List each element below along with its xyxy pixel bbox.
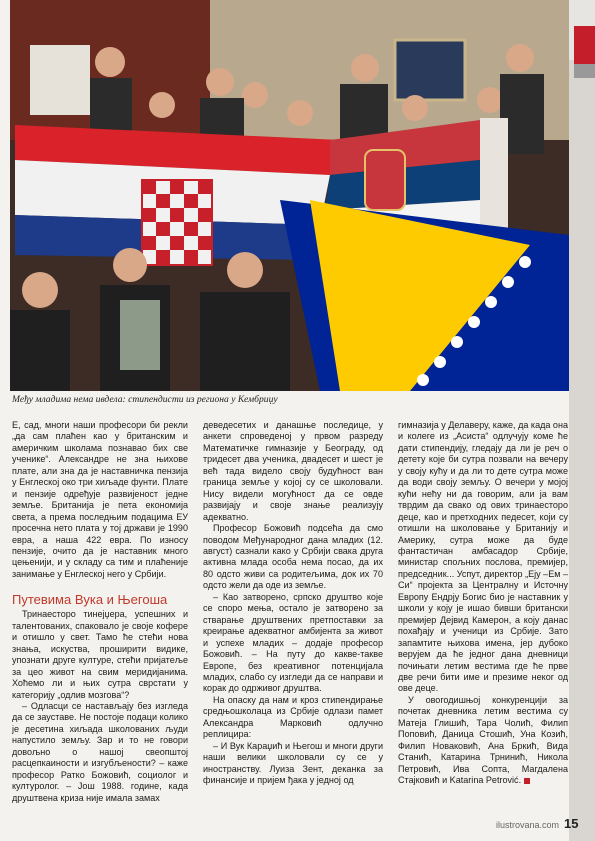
photo-illustration bbox=[10, 0, 569, 391]
paragraph: Е, сад, многи наши професори би рекли „да сам плаћен као у британским и америчким школама познавао бих све ученике“. Александре не зна њихове плате, али зна да је наставничка пензија у Енглеској око три хиљаде фунти. Плате и пензије одређује развијеност једне земље. Британија је пета економија света, а према последњим подацима ЕУ просечна нето плата у тој држави је 1990 евра, а наша 422 евра. По износу пензије, очито да је наставник много цењенији, и у складу са тим и плаћеније занимање у Енглеској него у Србији. bbox=[12, 420, 188, 579]
paragraph: – Одласци се настављају без изгледа да се зауставе. Не постоје подаци колико је десетина хиљада школованих људи напустило земљу. Зар и то не говори довољно о нашој свеопштој расцепкаиности и изгубљености? – каже професор Ратко Божовић, социолог и културолог. – Још 1988. године, када друштвена криза није имала замах bbox=[12, 700, 188, 803]
article-column-1 bbox=[12, 420, 188, 804]
article-column-2 bbox=[203, 420, 383, 787]
section-tab-marker bbox=[574, 26, 595, 64]
section-tab-shadow bbox=[574, 64, 595, 78]
footer-site-url: ilustrovana.com bbox=[496, 820, 560, 830]
end-of-article-mark bbox=[524, 778, 530, 784]
paragraph: деведесетих и данашње последице, у анкети спроведеној у првом разреду Математичке гимназије у Београду, од тридесет два ученика, двадесет и шест је већ тада видело своју будућност ван граница земље у којој су се школовали. Нису видели могућност да се овде развијају и своје знање реализују адекватно. bbox=[203, 420, 383, 522]
page-edge-band bbox=[569, 0, 595, 841]
paragraph: гимназија у Делаверу, каже, да када она и колеге из „Асиста“ одлучују коме ће дати стипендију, гледају да ли је реч о детету које би сутра позвали на вечеру у своју кућу и да ли то дете сутра може да води своју земљу. О вечери у мојој кући нећу ни да говорим, али ја вам тврдим да свако од ових тринаесторо деце, као и претходних педесет, који су отишли на школовање у Британију и Америку, сутра може да буде фантастичан амбасадор Србије, министар спољних послова, премијер, председник... Успут, директор „Еју –Ем –Си“ пројекта за Централну и Источну Европу Ендрју Богис био је наставник у школи у коју је ишао бивши британски премијер Дејвид Камерон, а коју данас похађају и ученици из Србије. Зато запамтите њихова имена, јер дубоко верујем да ће једног дана дневници почињати летим вестима где ће прве две речи бити име и презиме неког од ове деце. bbox=[398, 420, 568, 694]
group-photo bbox=[10, 0, 569, 391]
section-subheading: Путевима Вука и Његоша bbox=[12, 592, 168, 608]
paragraph: Професор Божовић подсећа да смо поводом Међународног дана младих (12. август) сазнали како у Србији свака друга активна млада особа нема посао, да их 80 одсто живи са родитељима, док их 70 одсто жели да оде из земље. bbox=[203, 523, 383, 591]
paragraph: Тринаесторо тинејџера, успешних и талентованих, спаковало је своје кофере и отишло у свет. Тамо ће стећи нова знања, искуства, проширити видике, упознати друге културе, стећи пријатеље за цео живот на свим меридијанима. Хоћемо ли и њих сутра сврстати у категорију „одлив мозгова“? bbox=[12, 609, 188, 700]
paragraph-text: У овогодишњој конкуренцији за почетак дневника летим вестима су Матеја Глишић, Тара Чолић, Филип Поповић, Даница Стошић, Уна Козић, Филип Новаковић, Ана Бркић, Вида Станић, Катарина Трнинић, Никола Петровић, Ива Сопта, Магдалена Стајковић и Katarina Petrović. bbox=[398, 694, 568, 786]
paragraph: – Као затворено, српско друштво које се споро мења, остало је затворено за стварање друштвених претпоставки за креирање адекватног амбијента за живот и успехе младих – додаје професор Божовић. – На путу до какве-такве Европе, без креативног потенцијала младих, слабо су изгледи да се направи и корак до одрживог друштва. bbox=[203, 591, 383, 694]
paragraph: На опаску да нам и кроз стипендирање средњошколаца из Србије одлази памет Александра Марковић одлучно реплицира: bbox=[203, 694, 383, 740]
paragraph-closing bbox=[398, 695, 568, 787]
photo-caption: Међу младима нема ивдела: стипендисти из региона у Кембриџу bbox=[12, 394, 278, 405]
paragraph: – И Вук Караџић и Његош и многи други наши велики школовали су се у иностранству. Луиза Зент, деканка за финансије и пријем ђака у једној од bbox=[203, 740, 383, 786]
page-number: 15 bbox=[564, 816, 579, 831]
article-column-3 bbox=[398, 420, 568, 787]
